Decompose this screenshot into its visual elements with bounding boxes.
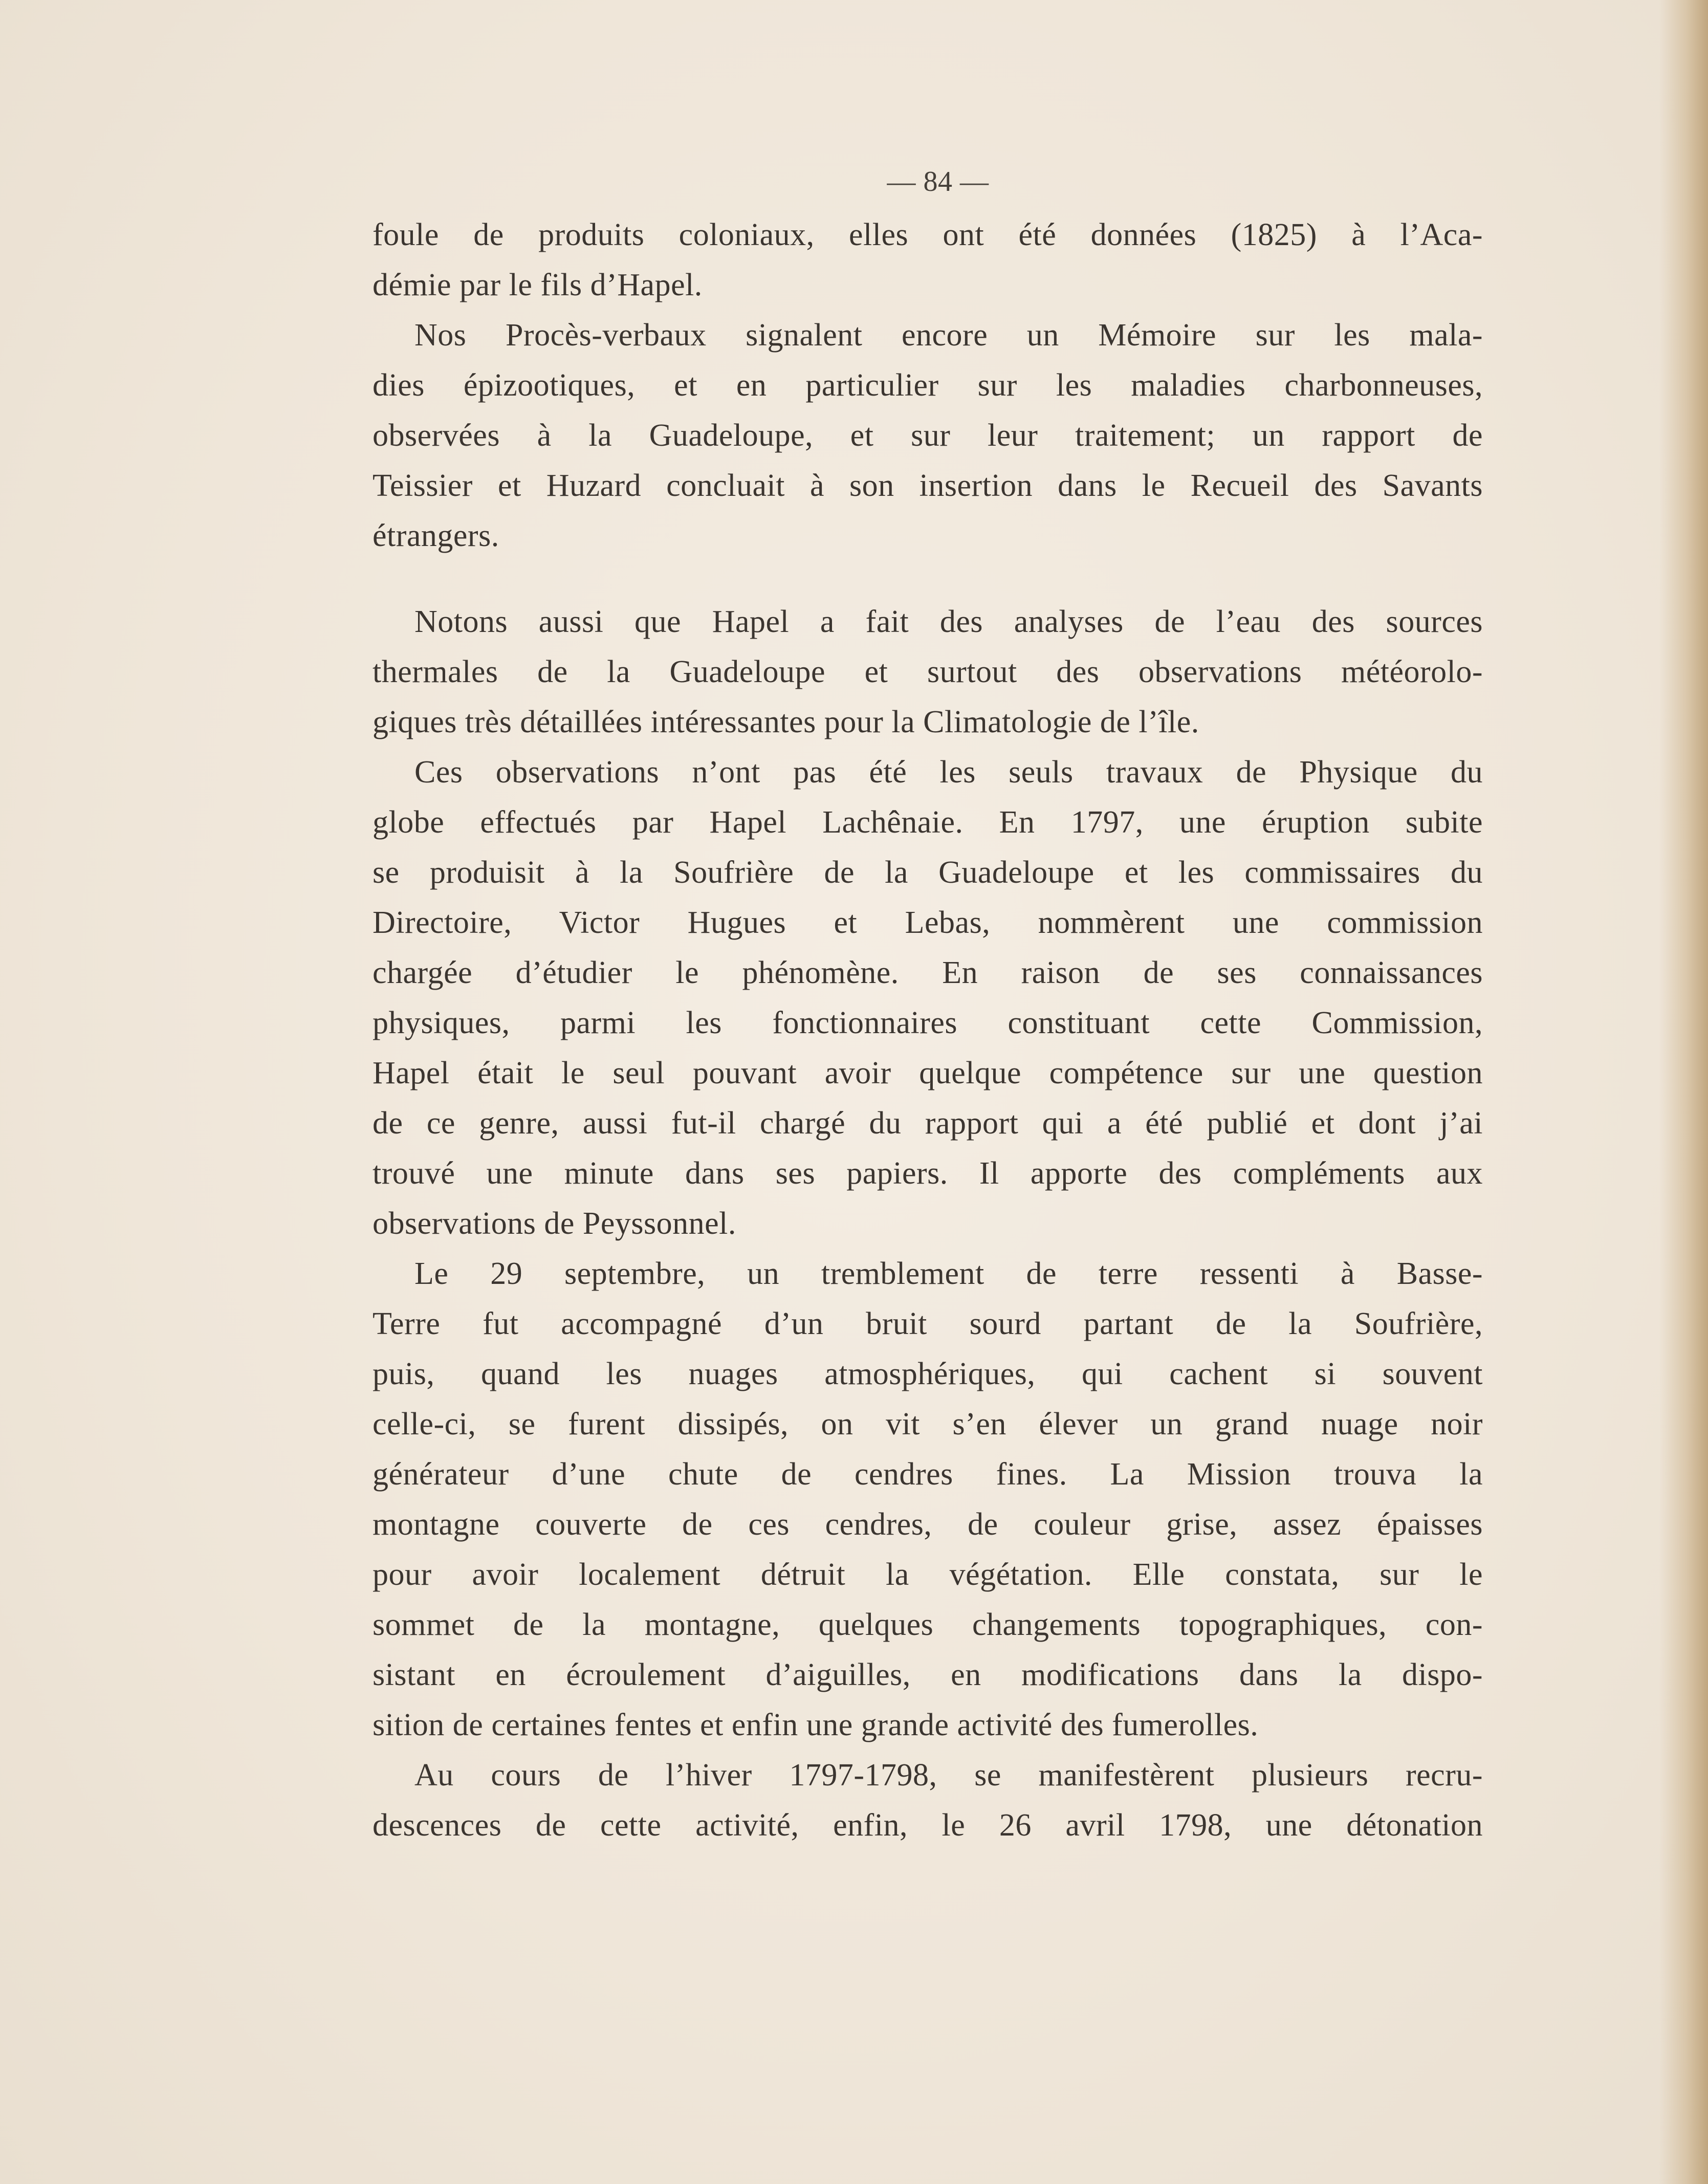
text-line: se produisit à la Soufrière de la Guadeloupe et les commissaires du <box>373 855 1483 890</box>
text-line: Teissier et Huzard concluait à son insertion dans le Recueil des Savants <box>373 468 1483 503</box>
text-line: Au cours de l’hiver 1797-1798, se manifestèrent plusieurs recru- <box>414 1758 1483 1793</box>
text-line: chargée d’étudier le phénomène. En raison de ses connaissances <box>373 955 1483 990</box>
text-line: giques très détaillées intéressantes pour la Climatologie de l’île. <box>373 705 1199 739</box>
text-line: étrangers. <box>373 518 499 553</box>
text-line: Terre fut accompagné d’un bruit sourd partant de la Soufrière, <box>373 1306 1483 1341</box>
text-line: montagne couverte de ces cendres, de couleur grise, assez épaisses <box>373 1507 1483 1542</box>
text-line: générateur d’une chute de cendres fines. La Mission trouva la <box>373 1457 1483 1492</box>
text-line: Hapel était le seul pouvant avoir quelque compétence sur une question <box>373 1056 1483 1090</box>
text-line: foule de produits coloniaux, elles ont été données (1825) à l’Aca- <box>373 217 1483 252</box>
text-line: globe effectués par Hapel Lachênaie. En 1797, une éruption subite <box>373 805 1483 840</box>
text-line: démie par le fils d’Hapel. <box>373 268 703 302</box>
text-line: descences de cette activité, enfin, le 26 avril 1798, une détonation <box>373 1808 1483 1843</box>
text-line: Le 29 septembre, un tremblement de terre ressenti à Basse- <box>414 1256 1483 1291</box>
body-text <box>373 210 1483 1850</box>
text-line: Nos Procès-verbaux signalent encore un Mémoire sur les mala- <box>414 318 1483 353</box>
text-line: pour avoir localement détruit la végétation. Elle constata, sur le <box>373 1557 1483 1592</box>
page-number: — 84 — <box>887 166 989 198</box>
text-line: sommet de la montagne, quelques changements topographiques, con- <box>373 1607 1483 1642</box>
text-block <box>373 154 1483 1850</box>
paragraph-gap <box>373 561 1483 597</box>
text-line: Directoire, Victor Hugues et Lebas, nommèrent une commission <box>373 905 1483 940</box>
page-edge-shadow <box>1659 0 1708 2184</box>
text-line: celle-ci, se furent dissipés, on vit s’en élever un grand nuage noir <box>373 1407 1483 1442</box>
text-line: trouvé une minute dans ses papiers. Il apporte des compléments aux <box>373 1156 1483 1191</box>
text-line: thermales de la Guadeloupe et surtout des observations météorolo- <box>373 654 1483 689</box>
text-line: puis, quand les nuages atmosphériques, qui cachent si souvent <box>373 1357 1483 1391</box>
text-line: de ce genre, aussi fut-il chargé du rapport qui a été publié et dont j’ai <box>373 1106 1483 1141</box>
text-line: sition de certaines fentes et enfin une grande activité des fumerolles. <box>373 1708 1259 1742</box>
text-line: observées à la Guadeloupe, et sur leur traitement; un rapport de <box>373 418 1483 453</box>
text-line: observations de Peyssonnel. <box>373 1206 736 1241</box>
text-line: Ces observations n’ont pas été les seuls travaux de Physique du <box>414 755 1483 790</box>
text-line: dies épizootiques, et en particulier sur les maladies charbonneuses, <box>373 368 1483 403</box>
text-line: physiques, parmi les fonctionnaires constituant cette Commission, <box>373 1006 1483 1040</box>
text-line: sistant en écroulement d’aiguilles, en modifications dans la dispo- <box>373 1657 1483 1692</box>
text-line: Notons aussi que Hapel a fait des analyses de l’eau des sources <box>414 604 1483 639</box>
